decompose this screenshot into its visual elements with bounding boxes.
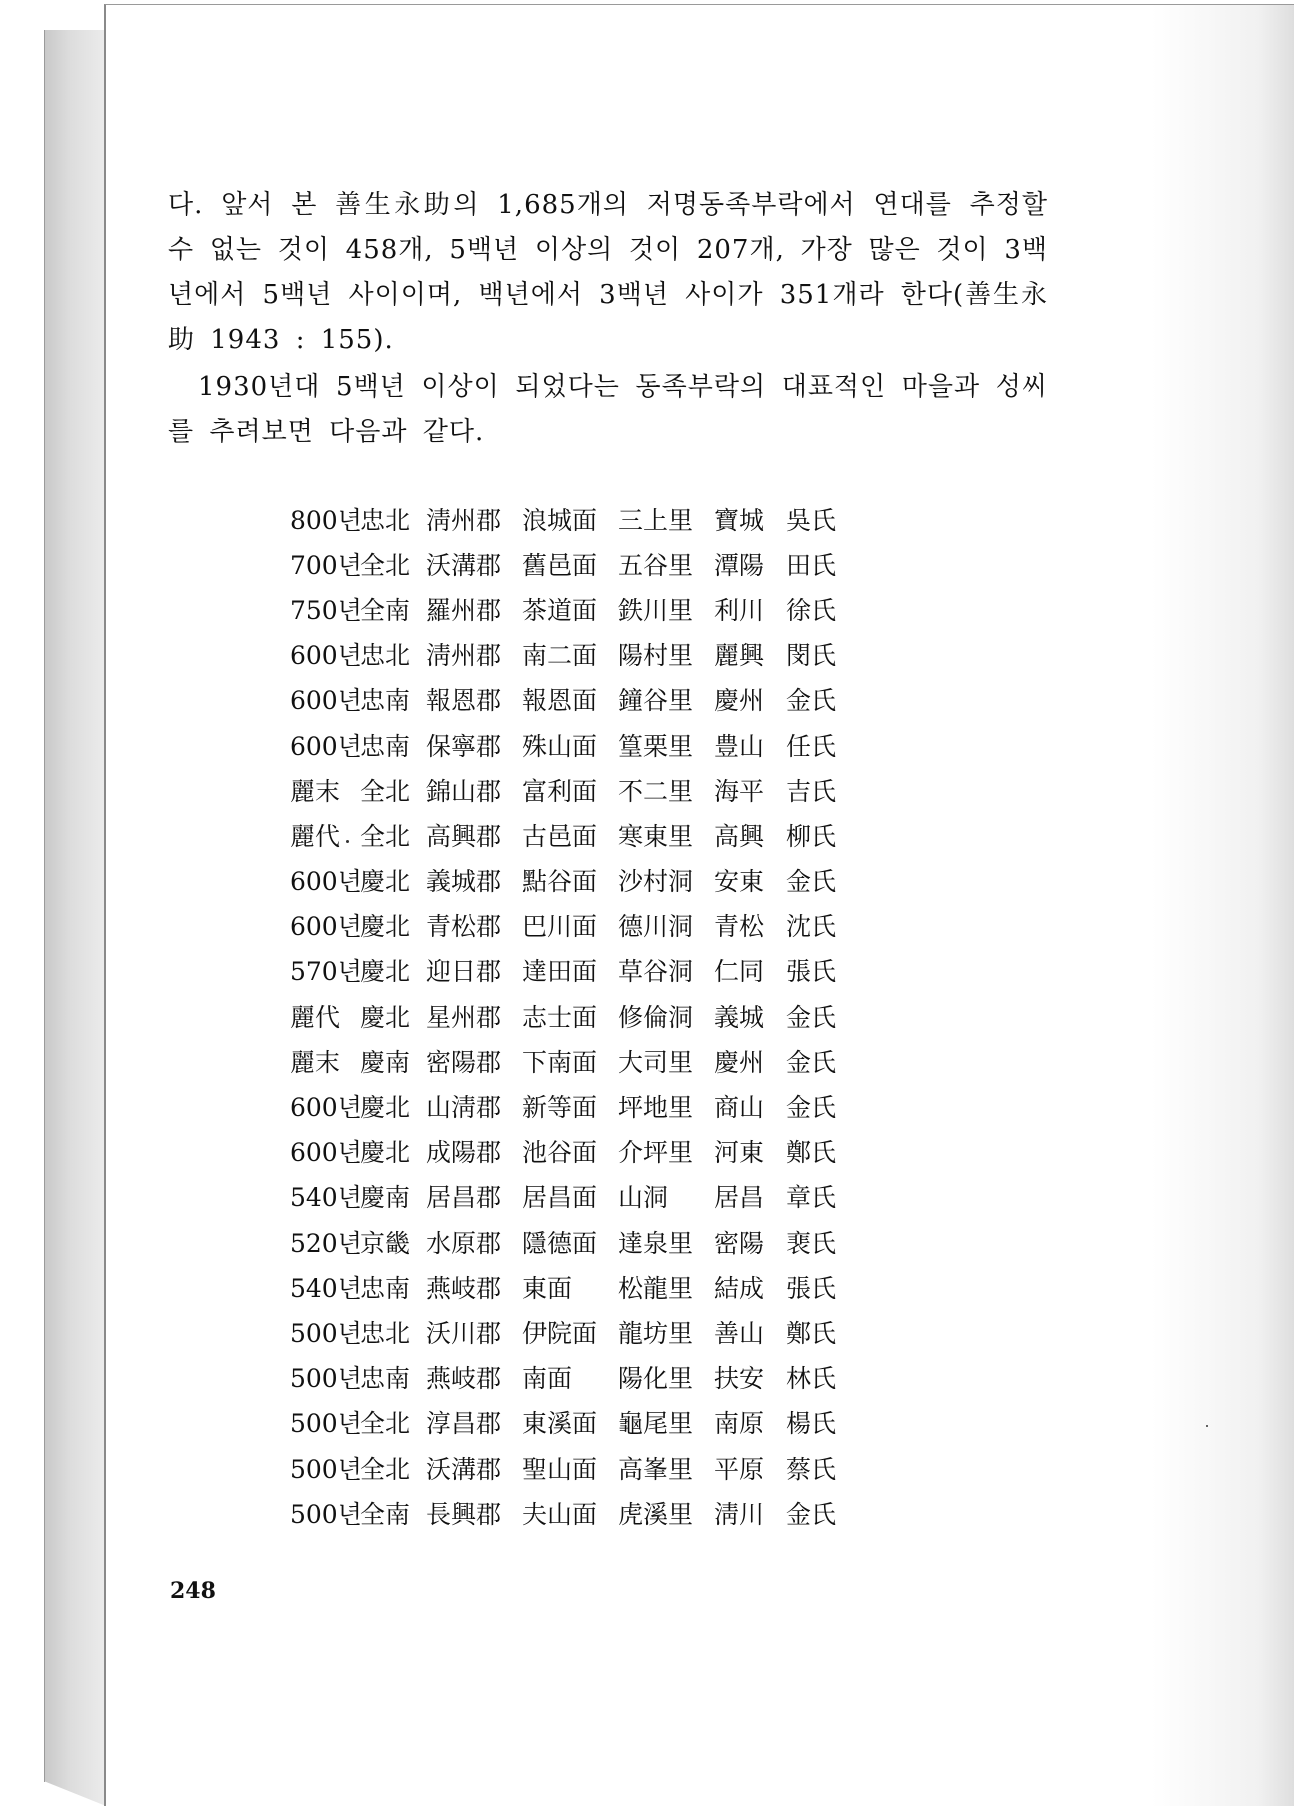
entry-bongwan: 青松	[714, 912, 765, 942]
entry-bongwan: 居昌	[714, 1183, 765, 1213]
entry-province: 慶北	[360, 867, 411, 897]
list-row	[290, 1309, 890, 1354]
entry-village: 坪地里	[618, 1093, 694, 1123]
list-row	[290, 1174, 890, 1219]
entry-bongwan: 寶城	[714, 505, 765, 535]
entry-town: 達田面	[522, 957, 598, 987]
list-row	[290, 903, 890, 948]
entry-county: 沃溝郡	[426, 1454, 502, 1484]
entry-province: 京畿	[360, 1228, 411, 1258]
entry-village: 山洞	[618, 1183, 669, 1213]
list-row	[290, 1445, 890, 1490]
list-row	[290, 993, 890, 1038]
list-row	[290, 1129, 890, 1174]
list-row	[290, 812, 890, 857]
list-row	[290, 677, 890, 722]
list-row	[290, 632, 890, 677]
entry-clan: 鄭氏	[786, 1318, 837, 1348]
entry-province: 慶南	[360, 1047, 411, 1077]
entry-county: 高興郡	[426, 821, 502, 851]
entry-bongwan: 南原	[714, 1409, 765, 1439]
entry-province: 慶北	[360, 957, 411, 987]
entry-year: 750년	[290, 595, 362, 625]
entry-bongwan: 密陽	[714, 1228, 765, 1258]
entry-year: 600년	[290, 1138, 362, 1168]
entry-year: 570년	[290, 957, 362, 987]
entry-province: 忠南	[360, 1273, 411, 1303]
entry-town: 南面	[522, 1364, 573, 1394]
entry-year: 麗代	[290, 821, 341, 851]
entry-county: 錦山郡	[426, 776, 502, 806]
entry-province: 忠北	[360, 641, 411, 671]
entry-clan: 田氏	[786, 550, 837, 580]
entry-province: 慶北	[360, 1093, 411, 1123]
entry-village: 陽村里	[618, 641, 694, 671]
entry-county: 沃川郡	[426, 1318, 502, 1348]
entry-village: 三上里	[618, 505, 694, 535]
entry-village: 松龍里	[618, 1273, 694, 1303]
entry-clan: 吳氏	[786, 505, 837, 535]
entry-town: 志士面	[522, 1002, 598, 1032]
entry-province: 慶北	[360, 1138, 411, 1168]
entry-county: 燕岐郡	[426, 1364, 502, 1394]
entry-clan: 裵氏	[786, 1228, 837, 1258]
entry-town: 居昌面	[522, 1183, 598, 1213]
list-row	[290, 948, 890, 993]
list-row	[290, 586, 890, 631]
list-row	[290, 1400, 890, 1445]
entry-bongwan: 海平	[714, 776, 765, 806]
entry-clan: 張氏	[786, 957, 837, 987]
entry-town: 池谷面	[522, 1138, 598, 1168]
entry-province: 忠南	[360, 686, 411, 716]
list-row	[290, 541, 890, 586]
entry-bongwan: 善山	[714, 1318, 765, 1348]
entry-town: 報恩面	[522, 686, 598, 716]
entry-county: 燕岐郡	[426, 1273, 502, 1303]
entry-county: 報恩郡	[426, 686, 502, 716]
entry-county: 成陽郡	[426, 1138, 502, 1168]
entry-village: 龜尾里	[618, 1409, 694, 1439]
entry-bongwan: 平原	[714, 1454, 765, 1484]
entry-clan: 金氏	[786, 867, 837, 897]
entry-province: 慶北	[360, 912, 411, 942]
entry-village: 虎溪里	[618, 1499, 694, 1529]
entry-county: 淳昌郡	[426, 1409, 502, 1439]
entry-province: 忠南	[360, 1364, 411, 1394]
entry-clan: 金氏	[786, 1499, 837, 1529]
entry-town: 茶道面	[522, 595, 598, 625]
entry-county: 淸州郡	[426, 641, 502, 671]
entry-village: 草谷洞	[618, 957, 694, 987]
entry-bongwan: 仁同	[714, 957, 765, 987]
entry-town: 浪城面	[522, 505, 598, 535]
list-row	[290, 767, 890, 812]
entry-bongwan: 商山	[714, 1093, 765, 1123]
entry-town: 下南面	[522, 1047, 598, 1077]
scan-speck	[346, 840, 349, 843]
entry-bongwan: 安東	[714, 867, 765, 897]
page-number: 248	[170, 1578, 216, 1604]
entry-bongwan: 義城	[714, 1002, 765, 1032]
entry-town: 隱德面	[522, 1228, 598, 1258]
entry-clan: 金氏	[786, 1093, 837, 1123]
entry-province: 忠南	[360, 731, 411, 761]
entry-clan: 柳氏	[786, 821, 837, 851]
entry-town: 舊邑面	[522, 550, 598, 580]
entry-village: 鐘谷里	[618, 686, 694, 716]
entry-year: 500년	[290, 1454, 362, 1484]
entry-county: 密陽郡	[426, 1047, 502, 1077]
entry-bongwan: 豊山	[714, 731, 765, 761]
entry-bongwan: 扶安	[714, 1364, 765, 1394]
village-clan-list	[290, 496, 890, 1535]
entry-bongwan: 麗興	[714, 641, 765, 671]
entry-year: 600년	[290, 641, 362, 671]
list-row	[290, 1038, 890, 1083]
entry-village: 五谷里	[618, 550, 694, 580]
entry-province: 慶南	[360, 1183, 411, 1213]
entry-year: 600년	[290, 867, 362, 897]
entry-bongwan: 慶州	[714, 686, 765, 716]
list-row	[290, 1490, 890, 1535]
entry-county: 淸州郡	[426, 505, 502, 535]
entry-county: 水原郡	[426, 1228, 502, 1258]
entry-year: 540년	[290, 1273, 362, 1303]
entry-county: 長興郡	[426, 1499, 502, 1529]
entry-village: 龍坊里	[618, 1318, 694, 1348]
entry-year: 600년	[290, 731, 362, 761]
list-row	[290, 858, 890, 903]
entry-clan: 林氏	[786, 1364, 837, 1394]
entry-clan: 金氏	[786, 1002, 837, 1032]
entry-town: 夫山面	[522, 1499, 598, 1529]
entry-clan: 蔡氏	[786, 1454, 837, 1484]
entry-year: 500년	[290, 1409, 362, 1439]
entry-year: 麗末	[290, 1047, 341, 1077]
entry-clan: 吉氏	[786, 776, 837, 806]
entry-county: 義城郡	[426, 867, 502, 897]
entry-year: 800년	[290, 505, 362, 535]
entry-village: 修倫洞	[618, 1002, 694, 1032]
scan-speck	[1206, 1425, 1208, 1427]
entry-town: 聖山面	[522, 1454, 598, 1484]
entry-village: 達泉里	[618, 1228, 694, 1258]
entry-bongwan: 河東	[714, 1138, 765, 1168]
entry-clan: 閔氏	[786, 641, 837, 671]
entry-clan: 金氏	[786, 686, 837, 716]
entry-clan: 任氏	[786, 731, 837, 761]
entry-clan: 徐氏	[786, 595, 837, 625]
entry-county: 居昌郡	[426, 1183, 502, 1213]
entry-town: 東面	[522, 1273, 573, 1303]
entry-province: 全北	[360, 821, 411, 851]
entry-village: 不二里	[618, 776, 694, 806]
entry-clan: 金氏	[786, 1047, 837, 1077]
entry-town: 點谷面	[522, 867, 598, 897]
entry-village: 德川洞	[618, 912, 694, 942]
entry-province: 全北	[360, 776, 411, 806]
entry-county: 沃溝郡	[426, 550, 502, 580]
list-row	[290, 1083, 890, 1128]
entry-town: 東溪面	[522, 1409, 598, 1439]
entry-county: 羅州郡	[426, 595, 502, 625]
body-paragraph-1: 다. 앞서 본 善生永助의 1,685개의 저명동족부락에서 연대를 추정할 수 없는 것이 458개, 5백년 이상의 것이 207개, 가장 많은 것이 3백년에서 5백년 사이이며, 백년에서 3백년 사이가 351개라 한다(善生永助 1943 : 155).	[168, 190, 1048, 355]
entry-village: 高峯里	[618, 1454, 694, 1484]
entry-clan: 章氏	[786, 1183, 837, 1213]
entry-province: 全北	[360, 1409, 411, 1439]
entry-town: 新等面	[522, 1093, 598, 1123]
entry-clan: 鄭氏	[786, 1138, 837, 1168]
entry-year: 540년	[290, 1183, 362, 1213]
entry-town: 富利面	[522, 776, 598, 806]
entry-town: 殊山面	[522, 731, 598, 761]
entry-bongwan: 高興	[714, 821, 765, 851]
entry-province: 忠北	[360, 1318, 411, 1348]
entry-clan: 楊氏	[786, 1409, 837, 1439]
entry-year: 麗末	[290, 776, 341, 806]
entry-county: 青松郡	[426, 912, 502, 942]
list-row	[290, 1264, 890, 1309]
entry-village: 介坪里	[618, 1138, 694, 1168]
entry-province: 慶北	[360, 1002, 411, 1032]
entry-village: 陽化里	[618, 1364, 694, 1394]
entry-province: 全北	[360, 1454, 411, 1484]
entry-town: 巴川面	[522, 912, 598, 942]
entry-year: 麗代	[290, 1002, 341, 1032]
list-row	[290, 1219, 890, 1264]
entry-county: 迎日郡	[426, 957, 502, 987]
list-row	[290, 496, 890, 541]
entry-bongwan: 利川	[714, 595, 765, 625]
entry-county: 星州郡	[426, 1002, 502, 1032]
book-spine	[44, 30, 106, 1806]
entry-clan: 沈氏	[786, 912, 837, 942]
entry-year: 700년	[290, 550, 362, 580]
entry-county: 山淸郡	[426, 1093, 502, 1123]
entry-year: 600년	[290, 1093, 362, 1123]
entry-year: 500년	[290, 1364, 362, 1394]
entry-year: 500년	[290, 1318, 362, 1348]
entry-town: 古邑面	[522, 821, 598, 851]
entry-year: 600년	[290, 686, 362, 716]
entry-year: 520년	[290, 1228, 362, 1258]
entry-village: 鉄川里	[618, 595, 694, 625]
entry-village: 寒東里	[618, 821, 694, 851]
entry-province: 全南	[360, 595, 411, 625]
entry-bongwan: 慶州	[714, 1047, 765, 1077]
entry-province: 全北	[360, 550, 411, 580]
entry-year: 600년	[290, 912, 362, 942]
entry-town: 伊院面	[522, 1318, 598, 1348]
list-row	[290, 1355, 890, 1400]
entry-province: 忠北	[360, 505, 411, 535]
body-paragraph-2: 1930년대 5백년 이상이 되었다는 동족부락의 대표적인 마을과 성씨를 추려보면 다음과 같다.	[168, 372, 1048, 447]
spine-edge	[44, 30, 45, 1782]
entry-county: 保寧郡	[426, 731, 502, 761]
entry-bongwan: 潭陽	[714, 550, 765, 580]
entry-province: 全南	[360, 1499, 411, 1529]
entry-village: 沙村洞	[618, 867, 694, 897]
entry-village: 大司里	[618, 1047, 694, 1077]
list-row	[290, 722, 890, 767]
entry-clan: 張氏	[786, 1273, 837, 1303]
entry-village: 篁栗里	[618, 731, 694, 761]
entry-bongwan: 結成	[714, 1273, 765, 1303]
entry-town: 南二面	[522, 641, 598, 671]
entry-bongwan: 淸川	[714, 1499, 765, 1529]
entry-year: 500년	[290, 1499, 362, 1529]
